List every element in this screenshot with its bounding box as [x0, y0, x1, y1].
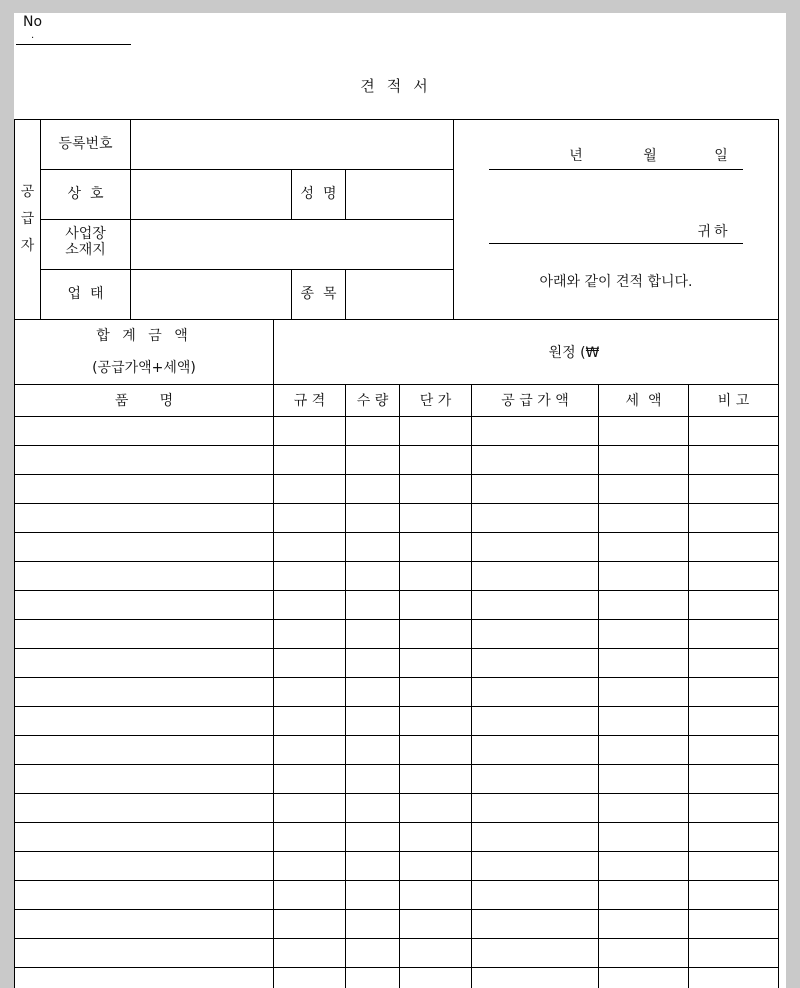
- date-day-label: 일: [714, 147, 728, 164]
- document-number-underline: [16, 44, 131, 45]
- header-supply-amount: 공 급 가 액: [501, 392, 569, 409]
- business-type-label: 업 태: [67, 286, 104, 302]
- date-month-label: 월: [643, 147, 657, 164]
- table-row[interactable]: [14, 677, 778, 678]
- table-row[interactable]: [14, 532, 778, 533]
- registration-number-field[interactable]: [131, 120, 453, 169]
- business-item-field[interactable]: [346, 270, 453, 319]
- quotation-message: 아래와 같이 견적 합니다.: [539, 273, 693, 290]
- date-underline: [489, 169, 743, 170]
- table-row[interactable]: [14, 503, 778, 504]
- header-remarks: 비 고: [717, 392, 750, 409]
- quotation-form: [14, 13, 786, 988]
- total-amount-prefix: 원정 (₩: [548, 344, 600, 361]
- header-spec: 규 격: [293, 392, 326, 409]
- honorific-label: 귀하: [697, 223, 731, 240]
- total-amount-field[interactable]: [634, 333, 774, 373]
- table-row[interactable]: [14, 967, 778, 968]
- table-row[interactable]: [14, 822, 778, 823]
- supplier-side-label-3: 자: [20, 237, 35, 254]
- header-quantity: 수 량: [356, 392, 389, 409]
- table-row[interactable]: [14, 793, 778, 794]
- address-label-line1: 사업장: [65, 225, 106, 242]
- header-item-name: 품 명: [114, 392, 174, 409]
- supplier-side-label-2: 급: [20, 210, 35, 227]
- business-type-field[interactable]: [131, 270, 291, 319]
- total-amount-sublabel: (공급가액+세액): [92, 359, 196, 376]
- business-item-label: 종 목: [300, 286, 337, 302]
- divider: [778, 119, 779, 988]
- divider: [273, 319, 274, 988]
- company-name-label: 상 호: [67, 186, 104, 202]
- table-row[interactable]: [14, 416, 778, 417]
- supplier-side-label-1: 공: [20, 183, 35, 200]
- table-row[interactable]: [14, 619, 778, 620]
- document-number-label: No: [23, 14, 43, 30]
- recipient-name-field[interactable]: [489, 189, 743, 239]
- table-row[interactable]: [14, 590, 778, 591]
- address-field[interactable]: [131, 220, 453, 269]
- table-row[interactable]: [14, 474, 778, 475]
- header-tax: 세 액: [625, 392, 662, 409]
- table-row[interactable]: [14, 445, 778, 446]
- header-unit-price: 단 가: [419, 392, 452, 409]
- address-label-line2: 소재지: [65, 241, 106, 258]
- table-row[interactable]: [14, 648, 778, 649]
- table-row[interactable]: [14, 735, 778, 736]
- recipient-underline: [489, 243, 743, 244]
- representative-name-label: 성 명: [300, 186, 337, 202]
- company-name-field[interactable]: [131, 170, 291, 219]
- table-row[interactable]: [14, 851, 778, 852]
- table-row[interactable]: [14, 561, 778, 562]
- table-row[interactable]: [14, 764, 778, 765]
- registration-number-label: 등록번호: [58, 136, 113, 152]
- document-number-dot: .: [31, 30, 35, 41]
- table-row[interactable]: [14, 938, 778, 939]
- representative-name-field[interactable]: [346, 170, 453, 219]
- table-row[interactable]: [14, 909, 778, 910]
- date-year-label: 년: [569, 147, 583, 164]
- table-row[interactable]: [14, 880, 778, 881]
- document-title: 견적서: [360, 77, 440, 95]
- divider: [14, 319, 778, 320]
- table-row[interactable]: [14, 706, 778, 707]
- total-amount-label: 합 계 금 액: [96, 327, 192, 344]
